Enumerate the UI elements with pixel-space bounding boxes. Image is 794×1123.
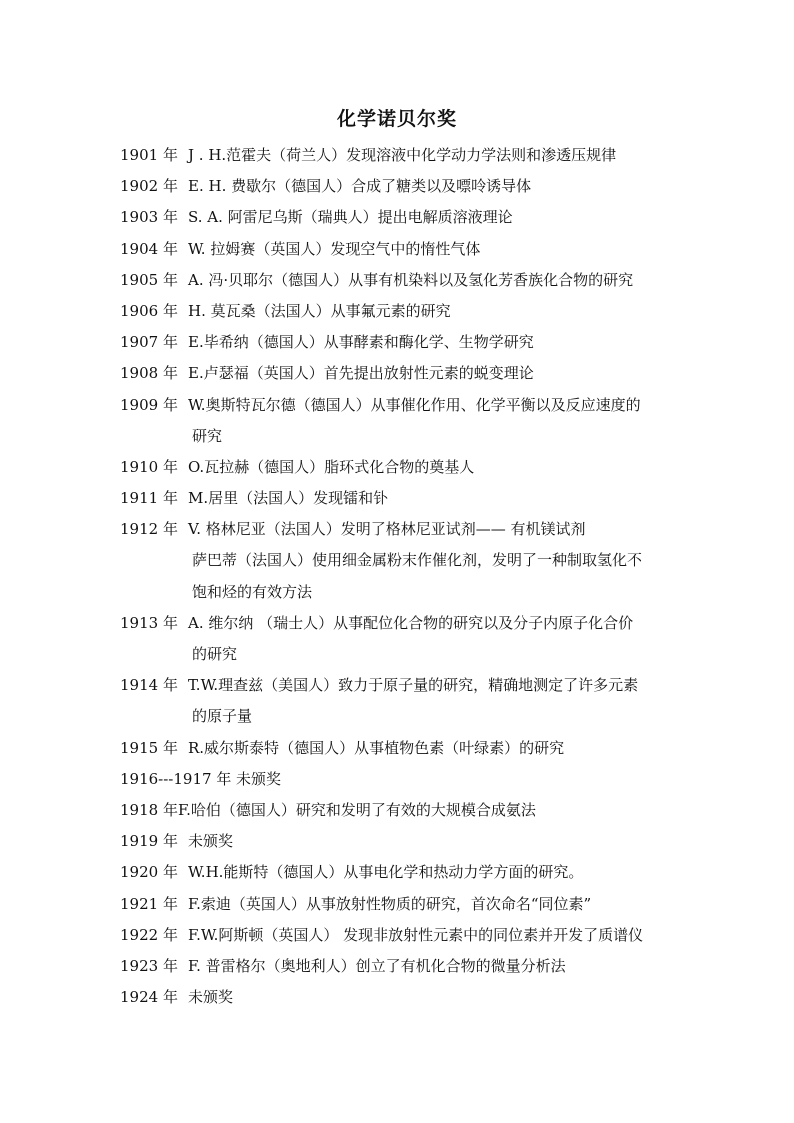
entry-1924 [120,982,690,1013]
entry-text: A. 冯·贝耶尔（德国人）从事有机染料以及氢化芳香族化合物的研究 [188,270,634,289]
entry-continuation [120,639,690,670]
entry-continuation [120,701,690,732]
entry-text: R.威尔斯泰特（德国人）从事植物色素（叶绿素）的研究 [188,738,565,757]
entry-year: 1905 年 [120,270,178,289]
entry-text: S. A. 阿雷尼乌斯（瑞典人）提出电解质溶液理论 [188,208,513,227]
entry-1908 [120,358,690,389]
entry-1913 [120,608,690,639]
entry-year: 1920 年 [120,863,178,882]
entry-text: E.卢瑟福（英国人）首先提出放射性元素的蜕变理论 [188,364,534,383]
entry-1906 [120,296,690,327]
entry-text: F.W.阿斯顿（英国人） 发现非放射性元素中的同位素并开发了质谱仪 [188,925,644,944]
entry-text: J . H.范霍夫（荷兰人）发现溶液中化学动力学法则和渗透压规律 [188,146,617,164]
entry-year: 1919 年 [120,832,178,851]
entry-year: 1922 年 [120,925,178,944]
entry-text: E. H. 费歇尔（德国人）合成了糖类以及嘌呤诱导体 [188,177,532,196]
entry-text: W.H.能斯特（德国人）从事电化学和热动力学方面的研究。 [188,863,584,882]
entry-text-cont: 萨巴蒂（法国人）使用细金属粉末作催化剂，发明了一种制取氢化不 [192,551,643,570]
entry-text-cont: 的原子量 [192,707,253,726]
entry-1905 [120,265,690,296]
entry-year: 1912 年 [120,520,178,539]
entry-text: O.瓦拉赫（德国人）脂环式化合物的奠基人 [188,457,475,476]
entry-1914 [120,670,690,701]
entry-continuation [120,545,690,576]
entry-1912 [120,514,690,545]
entry-1922 [120,920,690,951]
entry-year: 1908 年 [120,364,178,383]
entry-text: W. 拉姆赛（英国人）发现空气中的惰性气体 [188,239,481,258]
entry-year: 1903 年 [120,208,178,227]
entry-year: 1910 年 [120,457,178,476]
entry-year: 1906 年 [120,301,178,320]
entry-1904 [120,234,690,265]
entry-year: 1914 年 [120,676,178,695]
entry-year: 1921 年 [120,894,178,913]
entry-text: 未颁奖 [236,769,282,788]
entry-continuation [120,577,690,608]
entry-1902 [120,171,690,202]
entry-1919 [120,826,690,857]
entry-text: 未颁奖 [188,988,234,1007]
entry-text: 未颁奖 [188,832,234,851]
entry-year: 1918 年 [120,800,178,819]
entry-text: A. 维尔纳 （瑞士人）从事配位化合物的研究以及分子内原子化合价 [188,613,634,632]
entry-1915 [120,733,690,764]
entry-1909 [120,390,690,421]
entry-text: M.居里（法国人）发现镭和钋 [188,489,389,508]
entry-year: 1913 年 [120,613,178,632]
entry-1918 [120,795,690,826]
entry-text: F. 普雷格尔（奥地利人）创立了有机化合物的微量分析法 [188,956,566,975]
nobel-list [120,140,690,1013]
entry-text-cont: 的研究 [192,645,238,663]
entry-text: F.哈伯（德国人）研究和发明了有效的大规模合成氨法 [178,800,536,819]
entry-1911 [120,483,690,514]
entry-text: W.奥斯特瓦尔德（德国人）从事催化作用、化学平衡以及反应速度的 [188,395,641,414]
entry-1907 [120,327,690,358]
entry-year: 1909 年 [120,395,178,414]
entry-year: 1915 年 [120,738,178,757]
entry-1910 [120,452,690,483]
entry-year: 1902 年 [120,177,178,196]
entry-text: V. 格林尼亚（法国人）发明了格林尼亚试剂—— 有机镁试剂 [188,520,586,539]
entry-year: 1904 年 [120,239,178,258]
entry-year: 1907 年 [120,333,178,352]
entry-text: H. 莫瓦桑（法国人）从事氟元素的研究 [188,301,451,320]
entry-1901 [120,140,690,171]
entry-1903 [120,202,690,233]
entry-text: E.毕希纳（德国人）从事酵素和酶化学、生物学研究 [188,333,534,352]
entry-text: T.W.理查兹（美国人）致力于原子量的研究，精确地测定了许多元素 [188,676,639,695]
entry-1916-1917 [120,764,690,795]
entry-year: 1916---1917 年 [120,769,232,788]
entry-year: 1924 年 [120,988,178,1007]
entry-year: 1911 年 [120,489,178,508]
entry-continuation [120,421,690,452]
entry-year: 1923 年 [120,956,178,975]
entry-1923 [120,951,690,982]
entry-1920 [120,857,690,888]
entry-text-cont: 研究 [192,426,223,445]
entry-text: F.索迪（英国人）从事放射性物质的研究，首次命名“同位素” [188,894,592,913]
entry-1921 [120,889,690,920]
entry-text-cont: 饱和烃的有效方法 [192,582,313,601]
entry-year: 1901 年 [120,146,178,164]
page-title: 化学诺贝尔奖 [336,108,457,130]
